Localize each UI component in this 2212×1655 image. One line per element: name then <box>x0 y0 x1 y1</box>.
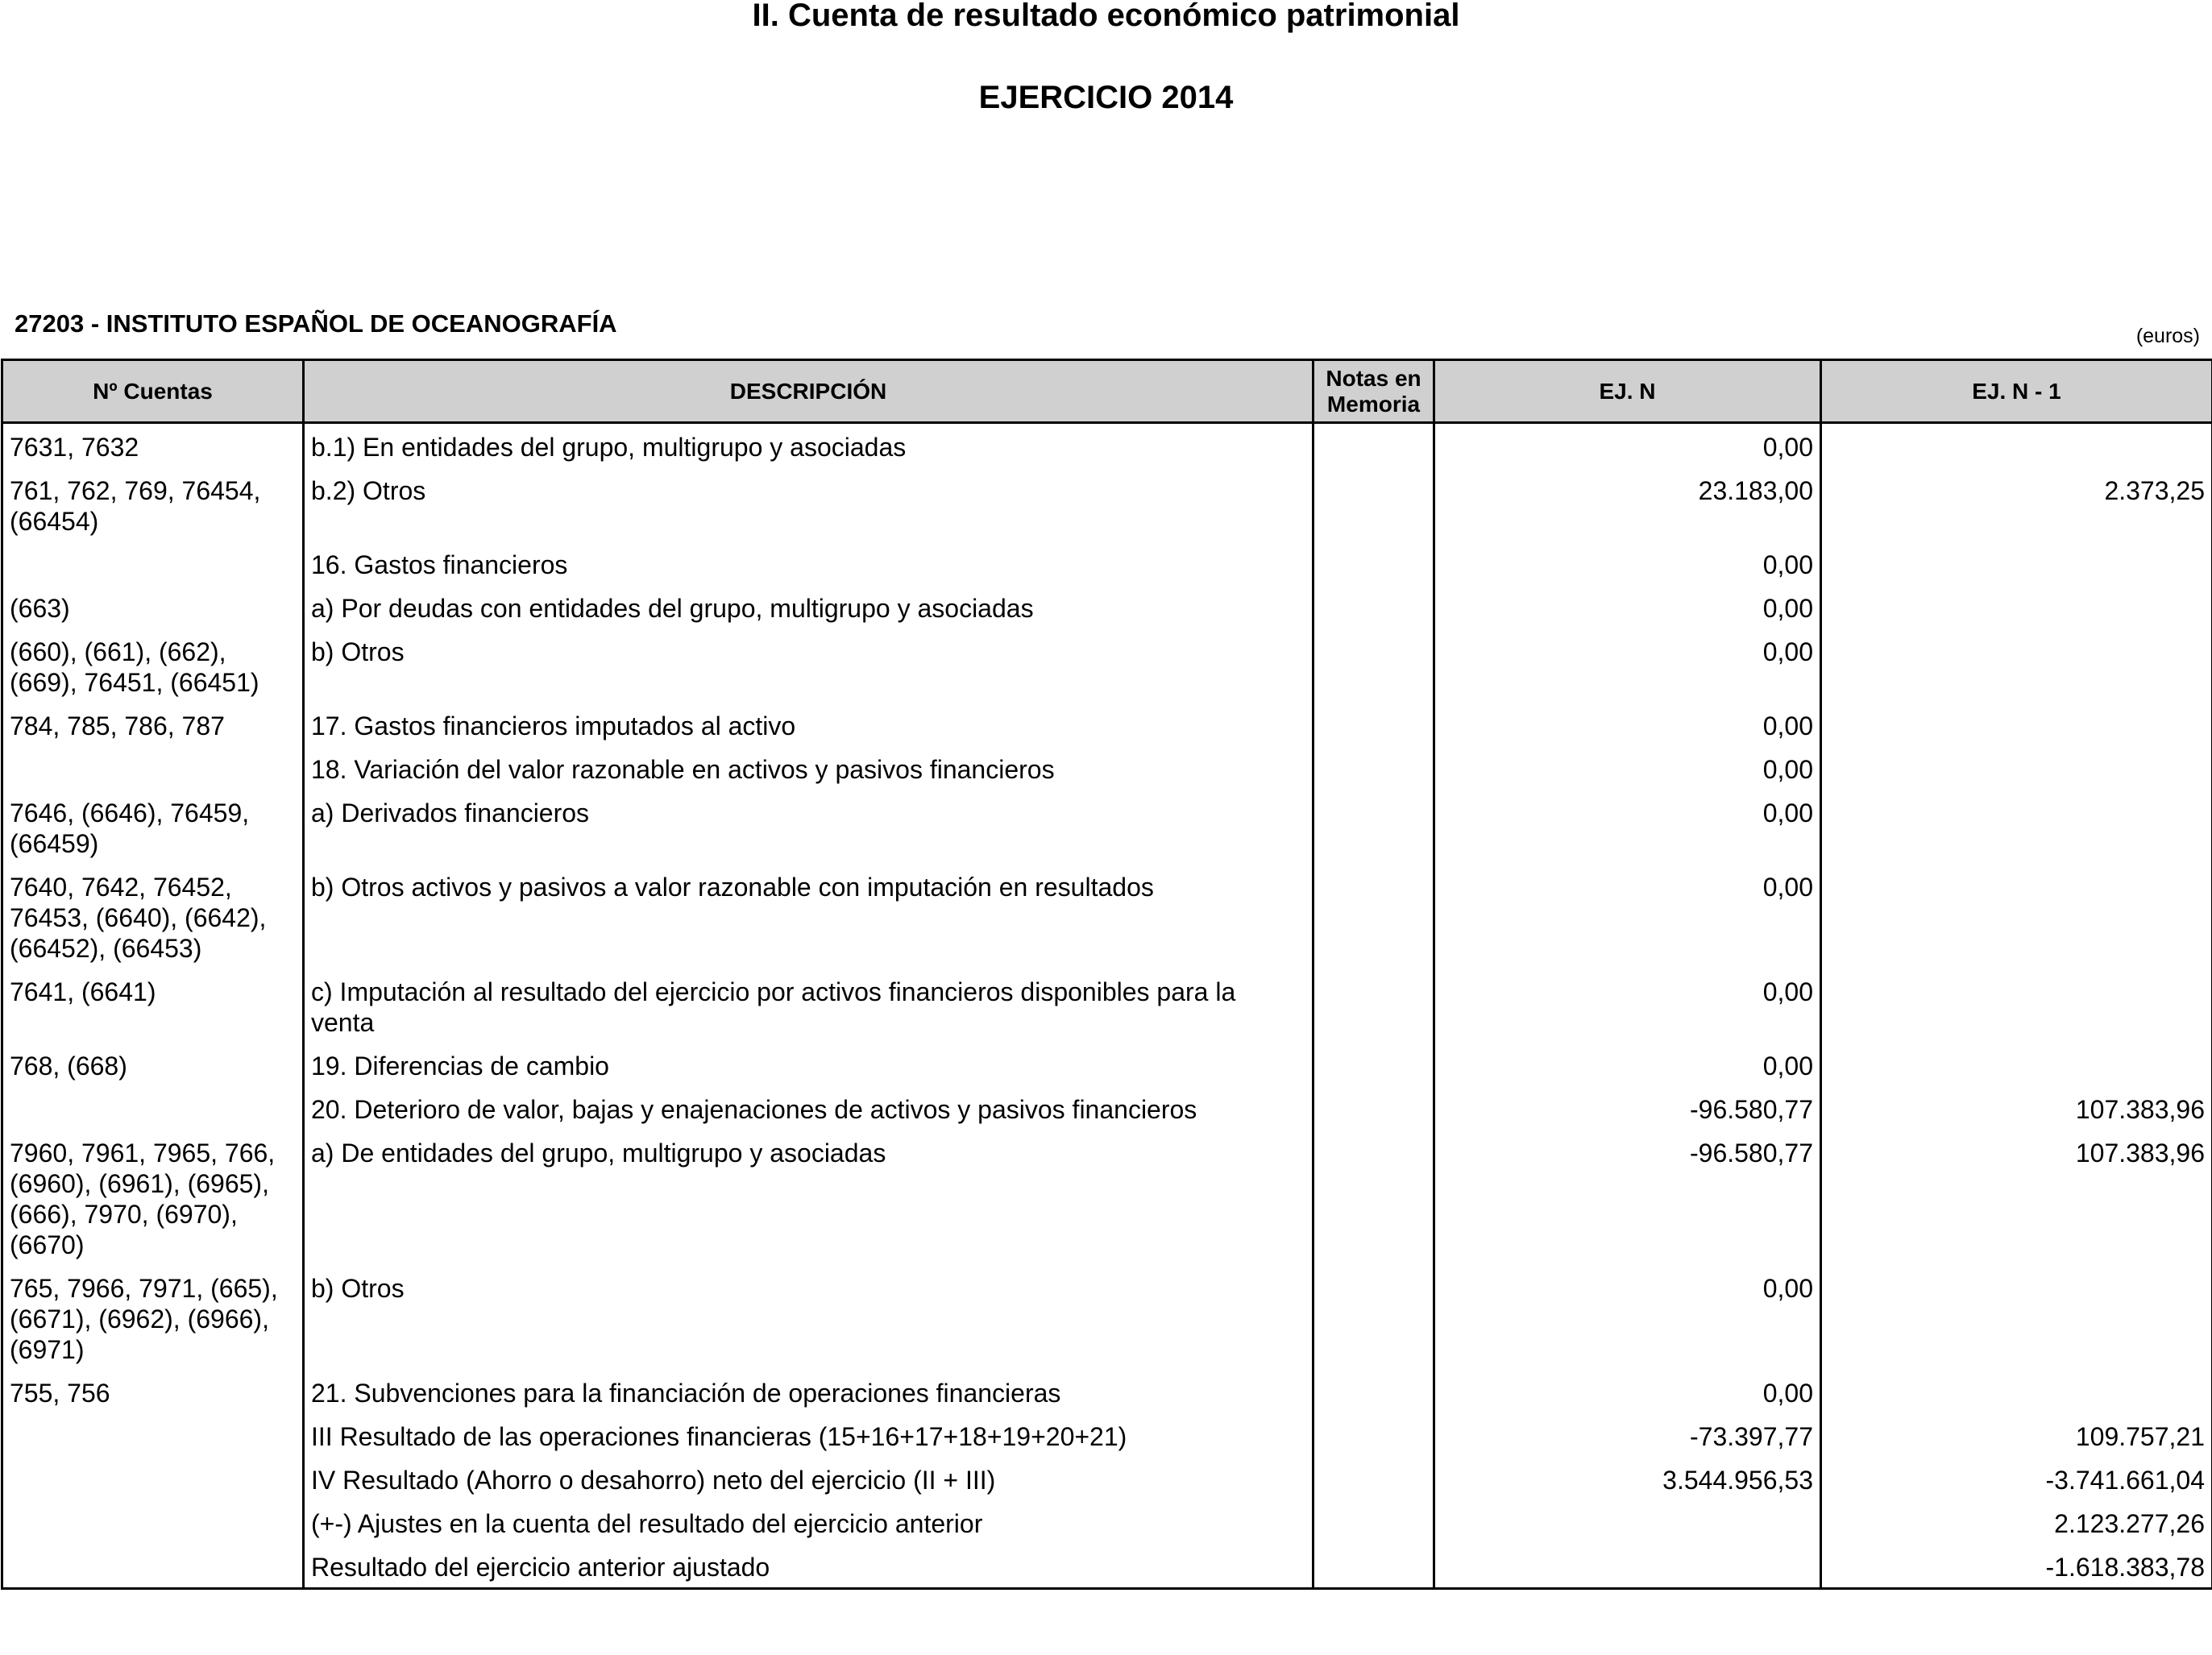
cell-ej-n: 0,00 <box>1434 864 1821 969</box>
cell-descripcion: b) Otros <box>304 628 1314 703</box>
cell-descripcion: 19. Diferencias de cambio <box>304 1043 1314 1086</box>
cell-descripcion: b) Otros activos y pasivos a valor razonable con imputación en resultados <box>304 864 1314 969</box>
table-row <box>2 1043 2212 1086</box>
cell-ej-n-1 <box>1821 1265 2212 1370</box>
cell-ej-n: 0,00 <box>1434 790 1821 864</box>
table-row <box>2 969 2212 1043</box>
cell-notas <box>1314 969 1434 1043</box>
cell-cuentas: 7641, (6641) <box>2 969 304 1043</box>
cell-ej-n: 0,00 <box>1434 423 1821 468</box>
cell-descripcion: b.1) En entidades del grupo, multigrupo y asociadas <box>304 423 1314 468</box>
cell-ej-n <box>1434 1544 1821 1589</box>
cell-notas <box>1314 1130 1434 1265</box>
cell-cuentas <box>2 1500 304 1544</box>
table-row <box>2 1086 2212 1130</box>
cell-notas <box>1314 585 1434 628</box>
cell-ej-n: 0,00 <box>1434 969 1821 1043</box>
cell-ej-n: 0,00 <box>1434 585 1821 628</box>
fiscal-year-subtitle: EJERCICIO 2014 <box>978 80 1234 115</box>
cell-notas <box>1314 1457 1434 1500</box>
table-row <box>2 1413 2212 1457</box>
cell-cuentas <box>2 1413 304 1457</box>
cell-ej-n-1 <box>1821 1043 2212 1086</box>
column-header-cuentas: Nº Cuentas <box>2 360 304 423</box>
cell-cuentas: 7640, 7642, 76452, 76453, (6640), (6642), (66452), (66453) <box>2 864 304 969</box>
cell-notas <box>1314 467 1434 541</box>
entity-name: 27203 - INSTITUTO ESPAÑOL DE OCEANOGRAFÍA <box>15 309 617 338</box>
cell-descripcion: 16. Gastos financieros <box>304 541 1314 585</box>
cell-cuentas: 765, 7966, 7971, (665), (6671), (6962), (6966), (6971) <box>2 1265 304 1370</box>
table-row <box>2 628 2212 703</box>
cell-ej-n-1: 109.757,21 <box>1821 1413 2212 1457</box>
cell-cuentas: (663) <box>2 585 304 628</box>
cell-descripcion: 21. Subvenciones para la financiación de operaciones financieras <box>304 1370 1314 1413</box>
table-row <box>2 541 2212 585</box>
cell-notas <box>1314 864 1434 969</box>
cell-notas <box>1314 1043 1434 1086</box>
cell-notas <box>1314 703 1434 746</box>
cell-ej-n-1 <box>1821 969 2212 1043</box>
cell-ej-n-1 <box>1821 790 2212 864</box>
cell-ej-n-1 <box>1821 423 2212 468</box>
cell-ej-n-1: 2.123.277,26 <box>1821 1500 2212 1544</box>
table-row <box>2 703 2212 746</box>
column-header-notas: Notas en Memoria <box>1314 360 1434 423</box>
table-row <box>2 746 2212 790</box>
cell-notas <box>1314 423 1434 468</box>
cell-ej-n: -73.397,77 <box>1434 1413 1821 1457</box>
cell-ej-n-1 <box>1821 628 2212 703</box>
cell-descripcion: (+-) Ajustes en la cuenta del resultado del ejercicio anterior <box>304 1500 1314 1544</box>
table-row <box>2 467 2212 541</box>
cell-descripcion: b) Otros <box>304 1265 1314 1370</box>
cell-notas <box>1314 1265 1434 1370</box>
cell-ej-n: 3.544.956,53 <box>1434 1457 1821 1500</box>
table-row <box>2 790 2212 864</box>
page-title: II. Cuenta de resultado económico patrimonial <box>752 0 1460 33</box>
cell-ej-n <box>1434 1500 1821 1544</box>
table-row <box>2 864 2212 969</box>
currency-unit: (euros) <box>2135 325 2200 347</box>
table-row <box>2 1544 2212 1589</box>
cell-ej-n-1: -3.741.661,04 <box>1821 1457 2212 1500</box>
cell-cuentas: (660), (661), (662), (669), 76451, (66451) <box>2 628 304 703</box>
cell-ej-n: 0,00 <box>1434 1265 1821 1370</box>
table-row <box>2 585 2212 628</box>
cell-ej-n-1: 107.383,96 <box>1821 1130 2212 1265</box>
cell-notas <box>1314 541 1434 585</box>
income-statement-table <box>1 359 2212 1590</box>
cell-ej-n: -96.580,77 <box>1434 1086 1821 1130</box>
cell-ej-n: 0,00 <box>1434 703 1821 746</box>
cell-descripcion: 18. Variación del valor razonable en activos y pasivos financieros <box>304 746 1314 790</box>
cell-cuentas: 7960, 7961, 7965, 766, (6960), (6961), (6965), (666), 7970, (6970), (6670) <box>2 1130 304 1265</box>
cell-ej-n-1: -1.618.383,78 <box>1821 1544 2212 1589</box>
cell-cuentas: 761, 762, 769, 76454, (66454) <box>2 467 304 541</box>
table-row <box>2 423 2212 468</box>
table-row <box>2 1500 2212 1544</box>
cell-ej-n: -96.580,77 <box>1434 1130 1821 1265</box>
table-header-row <box>2 360 2212 423</box>
cell-ej-n-1 <box>1821 585 2212 628</box>
cell-descripcion: c) Imputación al resultado del ejercicio por activos financieros disponibles para la venta <box>304 969 1314 1043</box>
cell-ej-n: 0,00 <box>1434 1370 1821 1413</box>
cell-cuentas: 784, 785, 786, 787 <box>2 703 304 746</box>
table-row <box>2 1370 2212 1413</box>
table-row <box>2 1265 2212 1370</box>
cell-cuentas <box>2 746 304 790</box>
cell-ej-n-1: 2.373,25 <box>1821 467 2212 541</box>
cell-descripcion: b.2) Otros <box>304 467 1314 541</box>
cell-cuentas: 755, 756 <box>2 1370 304 1413</box>
table-row <box>2 1457 2212 1500</box>
cell-ej-n-1 <box>1821 703 2212 746</box>
cell-descripcion: a) De entidades del grupo, multigrupo y asociadas <box>304 1130 1314 1265</box>
cell-cuentas <box>2 1457 304 1500</box>
cell-notas <box>1314 1500 1434 1544</box>
table-row <box>2 1130 2212 1265</box>
column-header-descripcion: DESCRIPCIÓN <box>304 360 1314 423</box>
cell-descripcion: III Resultado de las operaciones financieras (15+16+17+18+19+20+21) <box>304 1413 1314 1457</box>
cell-ej-n-1 <box>1821 541 2212 585</box>
cell-notas <box>1314 1413 1434 1457</box>
cell-ej-n: 0,00 <box>1434 746 1821 790</box>
cell-descripcion: 17. Gastos financieros imputados al activo <box>304 703 1314 746</box>
cell-notas <box>1314 628 1434 703</box>
cell-cuentas <box>2 1086 304 1130</box>
column-header-ej-n-1: EJ. N - 1 <box>1821 360 2212 423</box>
cell-cuentas: 7646, (6646), 76459, (66459) <box>2 790 304 864</box>
cell-notas <box>1314 1086 1434 1130</box>
cell-descripcion: IV Resultado (Ahorro o desahorro) neto del ejercicio (II + III) <box>304 1457 1314 1500</box>
cell-cuentas: 7631, 7632 <box>2 423 304 468</box>
cell-ej-n: 0,00 <box>1434 1043 1821 1086</box>
cell-ej-n-1 <box>1821 864 2212 969</box>
cell-ej-n: 0,00 <box>1434 541 1821 585</box>
cell-ej-n: 0,00 <box>1434 628 1821 703</box>
cell-ej-n-1 <box>1821 746 2212 790</box>
column-header-ej-n: EJ. N <box>1434 360 1821 423</box>
cell-cuentas <box>2 1544 304 1589</box>
cell-cuentas: 768, (668) <box>2 1043 304 1086</box>
cell-ej-n-1 <box>1821 1370 2212 1413</box>
cell-descripcion: Resultado del ejercicio anterior ajustado <box>304 1544 1314 1589</box>
cell-descripcion: a) Por deudas con entidades del grupo, multigrupo y asociadas <box>304 585 1314 628</box>
cell-descripcion: 20. Deterioro de valor, bajas y enajenaciones de activos y pasivos financieros <box>304 1086 1314 1130</box>
cell-descripcion: a) Derivados financieros <box>304 790 1314 864</box>
cell-notas <box>1314 746 1434 790</box>
cell-notas <box>1314 1370 1434 1413</box>
cell-notas <box>1314 790 1434 864</box>
cell-ej-n: 23.183,00 <box>1434 467 1821 541</box>
cell-cuentas <box>2 541 304 585</box>
cell-ej-n-1: 107.383,96 <box>1821 1086 2212 1130</box>
table-body <box>2 423 2212 1589</box>
cell-notas <box>1314 1544 1434 1589</box>
